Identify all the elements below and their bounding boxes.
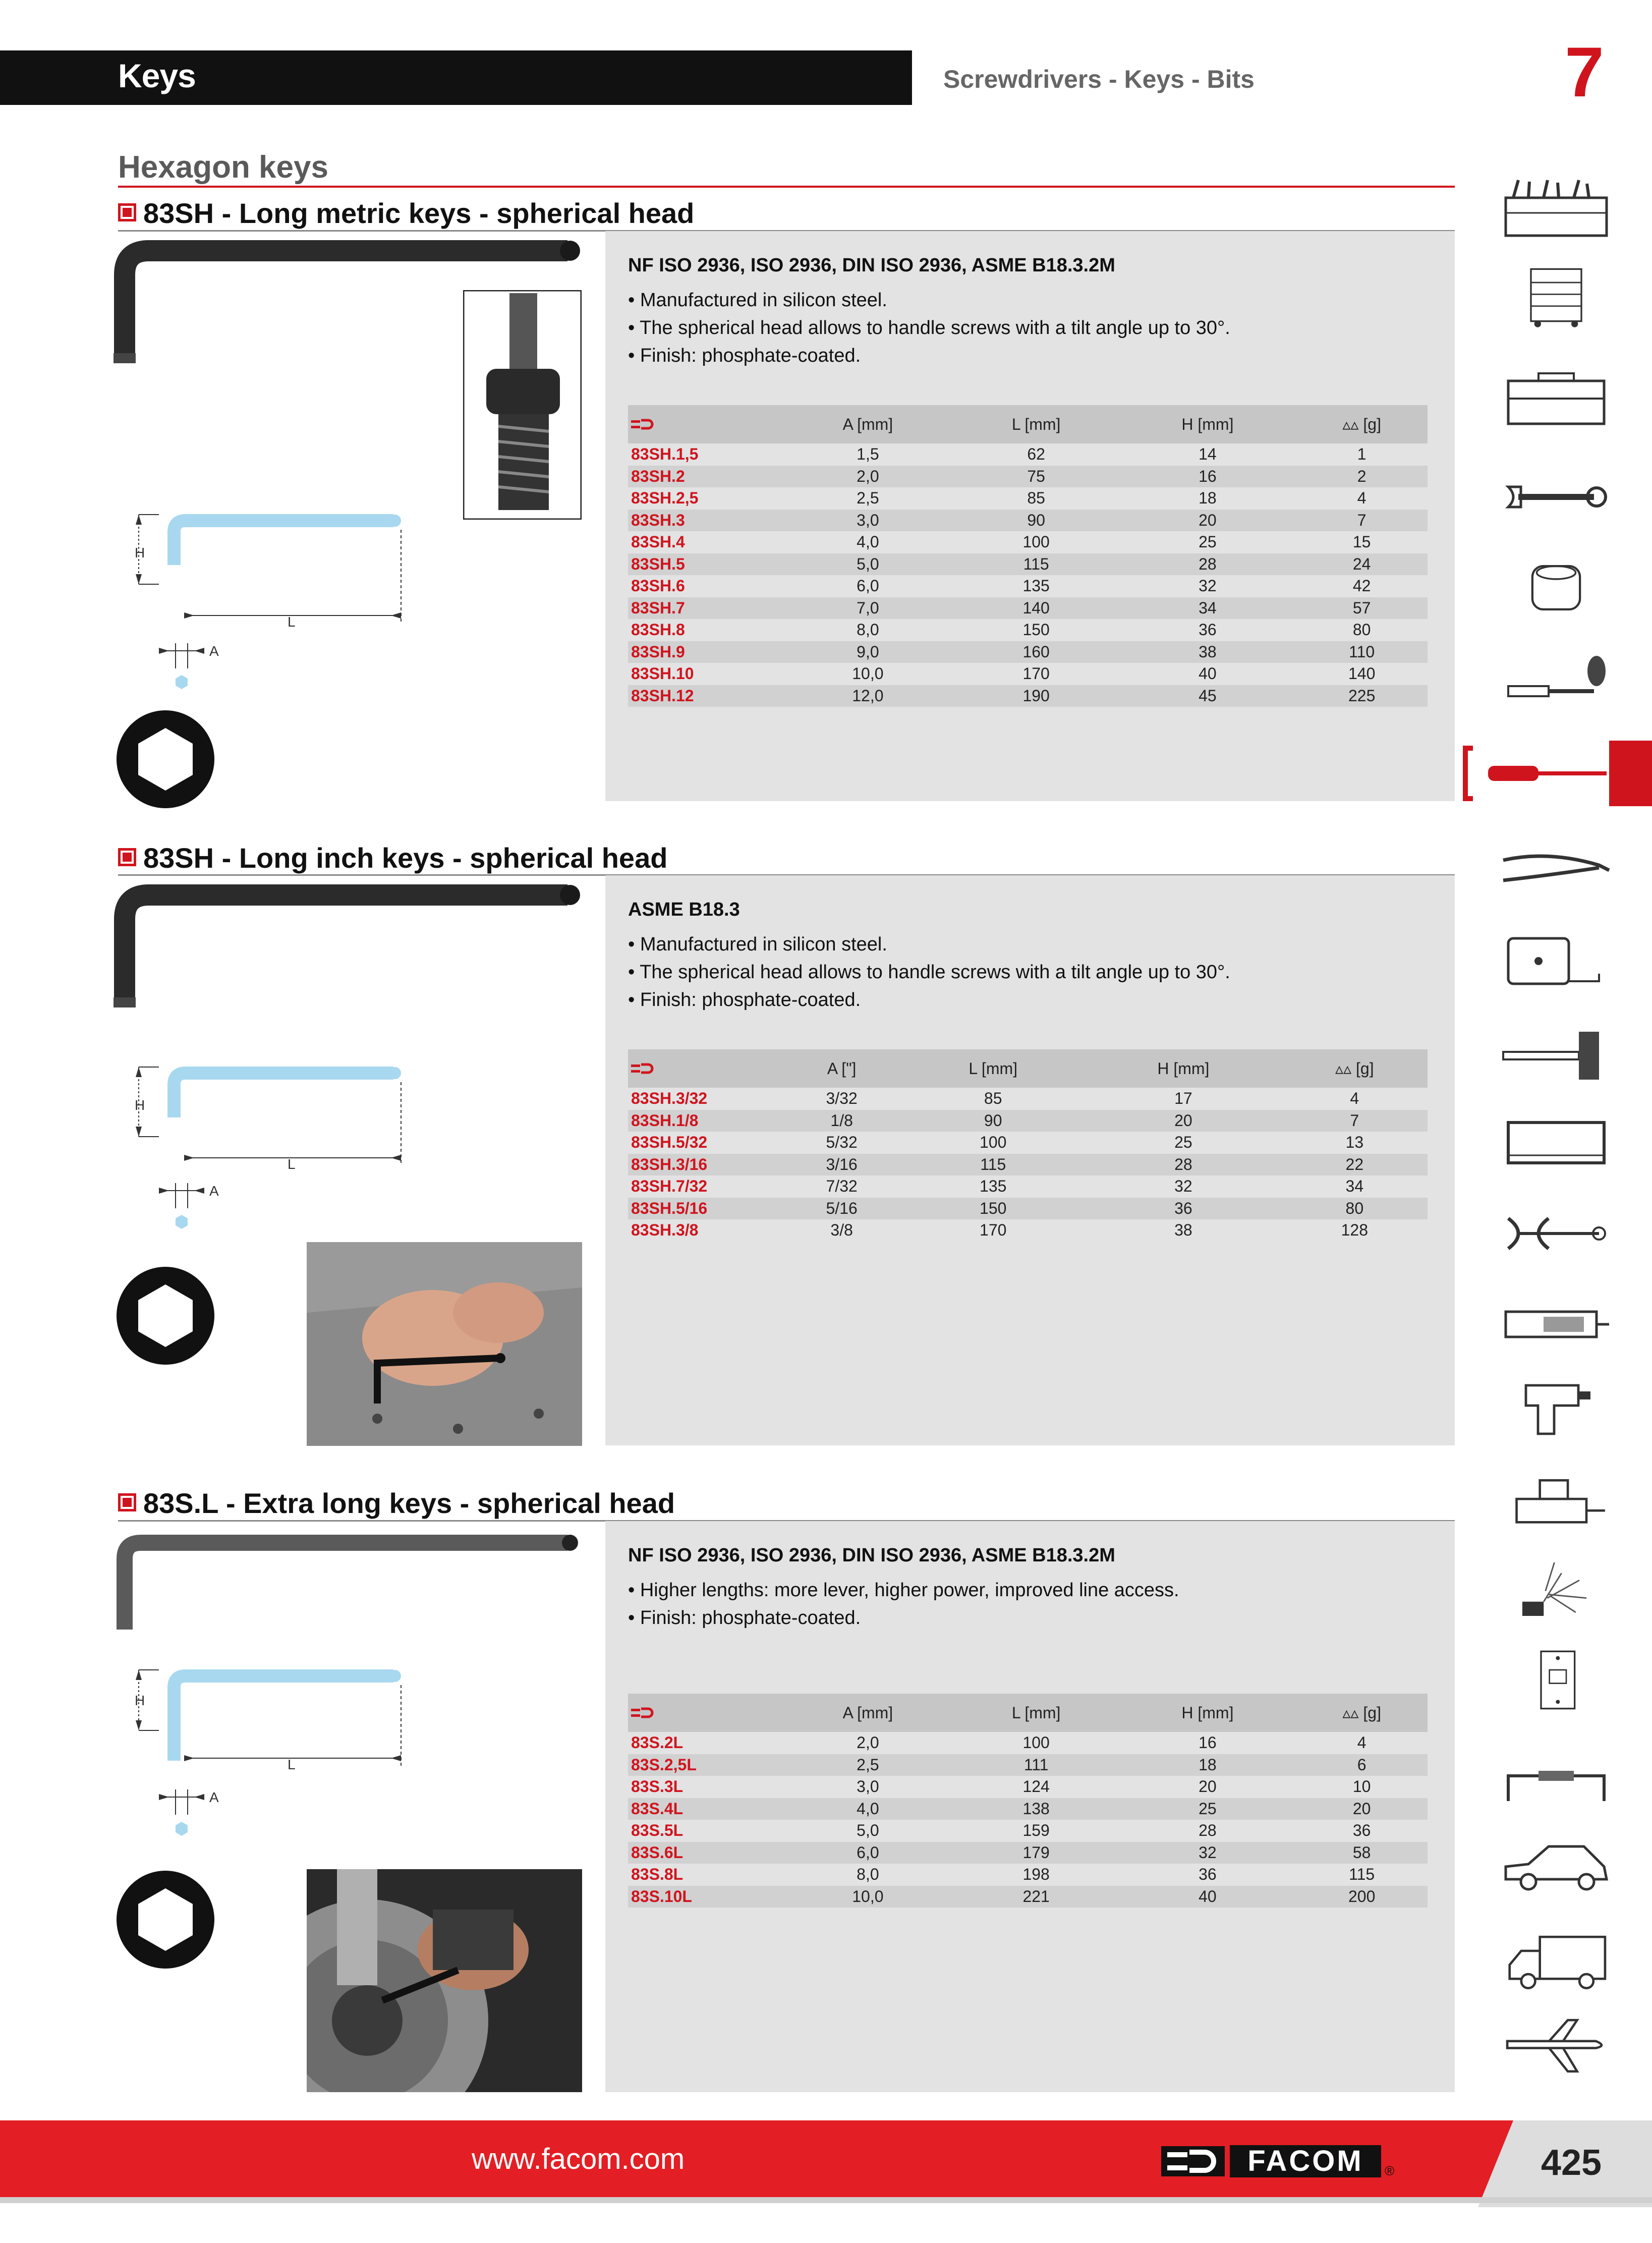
table-cell: 3,0 bbox=[782, 510, 953, 532]
table-cell: 4 bbox=[1357, 1733, 1366, 1752]
dim-label-l: L bbox=[288, 1156, 296, 1172]
table-row bbox=[628, 531, 1428, 553]
table-cell: 16 bbox=[1119, 466, 1296, 488]
table-cell: 83SH.3/32 bbox=[631, 1089, 708, 1108]
table-cell: 198 bbox=[1022, 1865, 1050, 1884]
table-row bbox=[628, 1132, 1428, 1154]
table-cell: 32 bbox=[1119, 1842, 1296, 1864]
column-header-text: [g] bbox=[1363, 415, 1381, 433]
hex-section-icon bbox=[115, 1869, 216, 1970]
table-cell: 160 bbox=[953, 641, 1119, 663]
bullet-square-icon bbox=[118, 203, 136, 221]
table-cell: 8,0 bbox=[857, 1865, 879, 1884]
roller-cabinet-icon[interactable] bbox=[1498, 267, 1614, 328]
table-cell: 4,0 bbox=[782, 1798, 953, 1820]
table-row bbox=[628, 1864, 1428, 1886]
table-cell: 179 bbox=[953, 1842, 1119, 1864]
section-title: Hexagon keys bbox=[118, 150, 328, 185]
table-cell: 2,5 bbox=[857, 489, 879, 508]
vise-icon[interactable] bbox=[1498, 1476, 1614, 1536]
column-header: H [mm] bbox=[1119, 1694, 1296, 1732]
table-row bbox=[628, 1198, 1428, 1220]
spec-table bbox=[628, 405, 1428, 707]
column-header bbox=[1296, 405, 1428, 443]
table-cell: 90 bbox=[953, 510, 1119, 532]
table-cell: 115 bbox=[953, 553, 1119, 576]
table-cell: 25 bbox=[1119, 1798, 1296, 1820]
table-row bbox=[628, 487, 1428, 510]
page-number: 425 bbox=[1541, 2143, 1602, 2183]
table-cell: 4 bbox=[1357, 489, 1366, 508]
ratchet-icon[interactable] bbox=[1498, 656, 1614, 716]
airplane-icon[interactable] bbox=[1498, 2015, 1614, 2076]
reference-icon bbox=[628, 405, 782, 443]
table-cell: 83SH.4 bbox=[631, 533, 685, 551]
table-cell: 32 bbox=[1174, 1177, 1192, 1196]
table-row bbox=[628, 1820, 1428, 1842]
table-cell: 12,0 bbox=[782, 685, 953, 707]
table-cell: 36 bbox=[1352, 1821, 1371, 1840]
table-cell: 110 bbox=[1296, 641, 1428, 663]
table-row bbox=[628, 663, 1428, 685]
tool-box-icon[interactable] bbox=[1498, 371, 1614, 431]
table-cell: 3,0 bbox=[857, 1777, 879, 1796]
table-cell: 3/32 bbox=[826, 1089, 858, 1108]
impact-wrench-icon[interactable] bbox=[1498, 1377, 1614, 1438]
facom-logo bbox=[1160, 2136, 1443, 2186]
table-cell: 34 bbox=[1119, 597, 1296, 620]
table-cell: 138 bbox=[953, 1798, 1119, 1820]
column-header bbox=[1296, 1694, 1428, 1732]
table-cell: 28 bbox=[1085, 1154, 1281, 1176]
table-cell: 14 bbox=[1199, 445, 1217, 464]
table-cell: 7 bbox=[1296, 510, 1428, 532]
column-header-text: [g] bbox=[1356, 1059, 1374, 1078]
table-cell: 83S.5L bbox=[631, 1821, 683, 1840]
bullet-square-icon bbox=[118, 848, 136, 866]
table-cell: 5,0 bbox=[782, 553, 953, 576]
table-cell: 83SH.9 bbox=[628, 641, 782, 663]
torque-tester-icon[interactable] bbox=[1498, 1294, 1614, 1355]
table-cell: 28 bbox=[1199, 1821, 1217, 1840]
table-cell: 83S.6L bbox=[628, 1842, 782, 1864]
reference-icon bbox=[628, 1694, 782, 1732]
table-cell: 83SH.8 bbox=[631, 621, 685, 639]
pliers-icon[interactable] bbox=[1498, 840, 1614, 901]
table-row bbox=[628, 1754, 1428, 1776]
dim-label-a: A bbox=[209, 1789, 219, 1805]
dim-label-h: H bbox=[135, 545, 145, 560]
table-cell: 140 bbox=[953, 597, 1119, 620]
weight-icon: ▵▵ bbox=[1342, 415, 1363, 433]
table-cell: 83SH.2 bbox=[628, 466, 782, 488]
usage-photo bbox=[307, 1869, 582, 2092]
puller-icon[interactable] bbox=[1498, 1203, 1614, 1264]
table-row bbox=[628, 1219, 1428, 1242]
column-header: A [mm] bbox=[782, 405, 953, 443]
table-row bbox=[628, 1798, 1428, 1820]
combination-wrench-icon[interactable] bbox=[1498, 467, 1614, 527]
table-cell: 32 bbox=[1199, 577, 1217, 595]
table-cell: 18 bbox=[1199, 489, 1217, 508]
table-cell: 6 bbox=[1296, 1754, 1428, 1776]
hex-key-photo bbox=[113, 884, 585, 1020]
dim-label-h: H bbox=[135, 1693, 145, 1708]
table-cell: 20 bbox=[1119, 510, 1296, 532]
table-cell: 221 bbox=[953, 1886, 1119, 1908]
registered-mark: ® bbox=[1385, 2163, 1395, 2178]
table-cell: 100 bbox=[1022, 533, 1050, 551]
section-divider bbox=[118, 186, 1455, 188]
table-row bbox=[628, 641, 1428, 663]
table-row bbox=[628, 575, 1428, 597]
reference-icon bbox=[628, 1049, 782, 1088]
table-row bbox=[628, 1886, 1428, 1908]
table-cell: 83SH.10 bbox=[631, 664, 694, 683]
table-cell: 100 bbox=[980, 1133, 1007, 1152]
feature-item: • Higher lengths: more lever, higher power, improved line access. bbox=[628, 1580, 1179, 1601]
table-cell: 170 bbox=[1022, 664, 1050, 683]
table-cell: 7,0 bbox=[782, 597, 953, 620]
table-cell: 85 bbox=[984, 1089, 1002, 1108]
table-cell: 18 bbox=[1119, 1754, 1296, 1776]
hammer-icon[interactable] bbox=[1498, 1024, 1614, 1085]
table-cell: 34 bbox=[1345, 1177, 1364, 1196]
table-cell: 135 bbox=[1022, 577, 1050, 595]
table-row bbox=[628, 685, 1428, 707]
feature-item: • Finish: phosphate-coated. bbox=[628, 345, 861, 366]
website-link[interactable]: www.facom.com bbox=[472, 2143, 685, 2175]
table-cell: 7 bbox=[1282, 1110, 1428, 1132]
table-cell: 190 bbox=[953, 685, 1119, 707]
table-cell: 150 bbox=[1022, 621, 1050, 639]
feature-list bbox=[628, 287, 1230, 370]
product-title bbox=[118, 842, 667, 874]
table-cell: 83S.3L bbox=[631, 1777, 683, 1796]
hex-key-photo bbox=[113, 1534, 585, 1635]
socket-screw-photo bbox=[463, 290, 582, 520]
footer-gray-rule bbox=[0, 2197, 1652, 2203]
feature-list bbox=[628, 931, 1230, 1014]
table-cell: 159 bbox=[1022, 1821, 1050, 1840]
table-cell: 40 bbox=[1119, 1886, 1296, 1908]
standard-text: ASME B18.3 bbox=[628, 899, 740, 920]
table-cell: 6,0 bbox=[857, 577, 879, 595]
table-cell: 100 bbox=[1022, 1733, 1050, 1752]
table-cell: 4,0 bbox=[857, 533, 879, 551]
feature-list bbox=[628, 1577, 1179, 1632]
table-cell: 24 bbox=[1296, 553, 1428, 576]
table-cell: 83SH.12 bbox=[628, 685, 782, 707]
table-cell: 200 bbox=[1296, 1886, 1428, 1908]
table-cell: 83SH.5/16 bbox=[628, 1198, 782, 1220]
column-header: H [mm] bbox=[1119, 405, 1296, 443]
table-cell: 38 bbox=[1174, 1221, 1192, 1240]
table-cell: 28 bbox=[1119, 553, 1296, 576]
table-cell: 1/8 bbox=[782, 1110, 901, 1132]
table-cell: 115 bbox=[1349, 1865, 1375, 1884]
tape-measure-icon[interactable] bbox=[1498, 931, 1614, 991]
table-cell: 13 bbox=[1345, 1133, 1364, 1152]
table-row bbox=[628, 466, 1428, 488]
feature-item: • Manufactured in silicon steel. bbox=[628, 934, 887, 955]
table-cell: 75 bbox=[953, 466, 1119, 488]
table-cell: 83S.10L bbox=[628, 1886, 782, 1908]
table-cell: 4 bbox=[1350, 1089, 1359, 1108]
table-cell: 20 bbox=[1296, 1798, 1428, 1820]
table-cell: 7/32 bbox=[826, 1177, 858, 1196]
chapter-number: 7 bbox=[1565, 32, 1604, 111]
active-category-tab[interactable] bbox=[1463, 741, 1652, 806]
table-row bbox=[628, 1175, 1428, 1198]
table-cell: 10,0 bbox=[852, 664, 884, 683]
chapter-subtitle: Screwdrivers - Keys - Bits bbox=[943, 65, 1255, 93]
feature-item: • Finish: phosphate-coated. bbox=[628, 989, 861, 1011]
table-cell: 16 bbox=[1199, 1733, 1217, 1752]
table-cell: 5/32 bbox=[826, 1133, 858, 1152]
table-cell: 83SH.3/16 bbox=[628, 1154, 782, 1176]
spec-table bbox=[628, 1694, 1428, 1908]
table-cell: 124 bbox=[1022, 1777, 1050, 1796]
table-cell: 128 bbox=[1341, 1221, 1368, 1240]
table-cell: 22 bbox=[1282, 1154, 1428, 1176]
table-cell: 10 bbox=[1352, 1777, 1371, 1796]
handle-icon[interactable] bbox=[1498, 1756, 1614, 1816]
product-title-text: 83SH - Long inch keys - spherical head bbox=[143, 842, 668, 874]
table-cell: 25 bbox=[1199, 533, 1217, 551]
table-row bbox=[628, 443, 1428, 466]
table-row bbox=[628, 1088, 1428, 1110]
product-title-text: 83S.L - Extra long keys - spherical head bbox=[143, 1487, 675, 1519]
hex-section-icon bbox=[115, 1265, 216, 1366]
table-cell: 36 bbox=[1085, 1198, 1281, 1220]
table-cell: 42 bbox=[1352, 577, 1371, 595]
usage-photo bbox=[307, 1242, 582, 1446]
table-cell: 83SH.7/32 bbox=[631, 1177, 708, 1196]
product-title bbox=[118, 1487, 675, 1520]
facom-logo-icon bbox=[1160, 2145, 1226, 2177]
table-cell: 2 bbox=[1296, 466, 1428, 488]
table-cell: 83SH.5 bbox=[628, 553, 782, 576]
table-cell: 150 bbox=[901, 1198, 1085, 1220]
table-cell: 80 bbox=[1282, 1198, 1428, 1220]
table-cell: 38 bbox=[1119, 641, 1296, 663]
table-cell: 83S.4L bbox=[628, 1798, 782, 1820]
table-row bbox=[628, 1154, 1428, 1176]
facom-wordmark: FACOM bbox=[1230, 2145, 1381, 2177]
feature-item: • Finish: phosphate-coated. bbox=[628, 1607, 861, 1629]
table-cell: 135 bbox=[980, 1177, 1007, 1196]
table-cell: 40 bbox=[1199, 664, 1217, 683]
weight-icon: ▵▵ bbox=[1342, 1704, 1363, 1722]
table-cell: 83SH.3 bbox=[628, 510, 782, 532]
truck-icon[interactable] bbox=[1498, 1932, 1614, 1993]
table-cell: 36 bbox=[1199, 621, 1217, 639]
safety-spark-icon[interactable] bbox=[1498, 1559, 1614, 1619]
feature-item: • The spherical head allows to handle screws with a tilt angle up to 30°. bbox=[628, 962, 1230, 983]
table-cell: 90 bbox=[901, 1110, 1085, 1132]
table-cell: 2,0 bbox=[782, 466, 953, 488]
column-header: L [mm] bbox=[953, 405, 1119, 443]
table-cell: 83SH.1/8 bbox=[628, 1110, 782, 1132]
table-cell: 1 bbox=[1357, 445, 1366, 464]
hex-section-icon bbox=[115, 709, 216, 810]
column-header-text: [g] bbox=[1363, 1704, 1381, 1722]
table-cell: 20 bbox=[1085, 1110, 1281, 1132]
table-cell: 5/16 bbox=[782, 1198, 901, 1220]
table-cell: 58 bbox=[1296, 1842, 1428, 1864]
column-header: L [mm] bbox=[901, 1049, 1085, 1088]
table-cell: 36 bbox=[1199, 1865, 1217, 1884]
socket-icon[interactable] bbox=[1498, 557, 1614, 618]
table-cell: 3/16 bbox=[782, 1154, 901, 1176]
table-cell: 225 bbox=[1296, 685, 1428, 707]
feature-item: • Manufactured in silicon steel. bbox=[628, 290, 887, 311]
electrical-breaker-icon[interactable] bbox=[1498, 1650, 1614, 1710]
table-cell: 6,0 bbox=[782, 1842, 953, 1864]
column-header: H [mm] bbox=[1085, 1049, 1281, 1088]
standard-text: NF ISO 2936, ISO 2936, DIN ISO 2936, ASME B18.3.2M bbox=[628, 255, 1115, 276]
standard-text: NF ISO 2936, ISO 2936, DIN ISO 2936, ASME B18.3.2M bbox=[628, 1545, 1115, 1566]
table-cell: 83SH.2,5 bbox=[631, 489, 699, 508]
column-header: A [mm] bbox=[782, 1694, 953, 1732]
column-header: L [mm] bbox=[953, 1694, 1119, 1732]
table-cell: 1,5 bbox=[857, 445, 879, 464]
table-cell: 83S.2,5L bbox=[628, 1754, 782, 1776]
table-cell: 115 bbox=[901, 1154, 1085, 1176]
table-cell: 10,0 bbox=[782, 1886, 953, 1908]
table-cell: 83S.8L bbox=[631, 1865, 683, 1884]
column-header bbox=[1282, 1049, 1428, 1088]
table-row bbox=[628, 1776, 1428, 1798]
hacksaw-icon[interactable] bbox=[1498, 1112, 1614, 1173]
table-row bbox=[628, 597, 1428, 620]
car-icon[interactable] bbox=[1498, 1836, 1614, 1897]
table-cell: 20 bbox=[1199, 1777, 1217, 1796]
table-cell: 57 bbox=[1296, 597, 1428, 620]
table-cell: 9,0 bbox=[782, 641, 953, 663]
tool-chest-icon[interactable] bbox=[1498, 178, 1614, 238]
table-row bbox=[628, 510, 1428, 532]
dimension-diagram bbox=[129, 1665, 411, 1877]
product-title bbox=[118, 197, 694, 230]
column-header: A ["] bbox=[782, 1049, 901, 1088]
table-row bbox=[628, 553, 1428, 576]
table-cell: 15 bbox=[1352, 533, 1371, 551]
table-cell: 5,0 bbox=[857, 1821, 879, 1840]
table-cell: 62 bbox=[1027, 445, 1045, 464]
table-cell: 2,5 bbox=[782, 1754, 953, 1776]
dim-label-h: H bbox=[135, 1097, 145, 1113]
table-cell: 140 bbox=[1348, 664, 1376, 683]
table-cell: 83SH.1,5 bbox=[631, 445, 699, 464]
dim-label-a: A bbox=[209, 643, 219, 659]
table-cell: 80 bbox=[1352, 621, 1371, 639]
table-cell: 83SH.6 bbox=[631, 577, 685, 595]
table-cell: 17 bbox=[1174, 1089, 1192, 1108]
spec-table bbox=[628, 1049, 1428, 1242]
table-cell: 83S.2L bbox=[631, 1733, 683, 1752]
table-row bbox=[628, 1842, 1428, 1864]
active-category-marker bbox=[1609, 741, 1652, 806]
table-cell: 83SH.5/32 bbox=[631, 1133, 708, 1152]
dim-label-l: L bbox=[288, 614, 296, 630]
table-cell: 111 bbox=[953, 1754, 1119, 1776]
page-title: Keys bbox=[118, 57, 196, 94]
dim-label-l: L bbox=[288, 1757, 296, 1772]
table-cell: 3/8 bbox=[830, 1221, 853, 1240]
table-cell: 2,0 bbox=[857, 1733, 879, 1752]
dim-label-a: A bbox=[209, 1183, 219, 1199]
table-cell: 170 bbox=[980, 1221, 1007, 1240]
table-row bbox=[628, 1732, 1428, 1754]
table-row bbox=[628, 619, 1428, 641]
table-cell: 45 bbox=[1119, 685, 1296, 707]
table-row bbox=[628, 1110, 1428, 1132]
table-cell: 85 bbox=[1027, 489, 1045, 508]
table-cell: 83SH.7 bbox=[628, 597, 782, 620]
table-cell: 8,0 bbox=[857, 621, 879, 639]
bullet-square-icon bbox=[118, 1493, 136, 1511]
weight-icon: ▵▵ bbox=[1335, 1059, 1356, 1078]
table-cell: 25 bbox=[1174, 1133, 1192, 1152]
table-cell: 83SH.3/8 bbox=[631, 1221, 699, 1240]
feature-item: • The spherical head allows to handle screws with a tilt angle up to 30°. bbox=[628, 317, 1230, 339]
screwdriver-icon bbox=[1463, 746, 1609, 801]
product-title-text: 83SH - Long metric keys - spherical head bbox=[143, 197, 695, 229]
